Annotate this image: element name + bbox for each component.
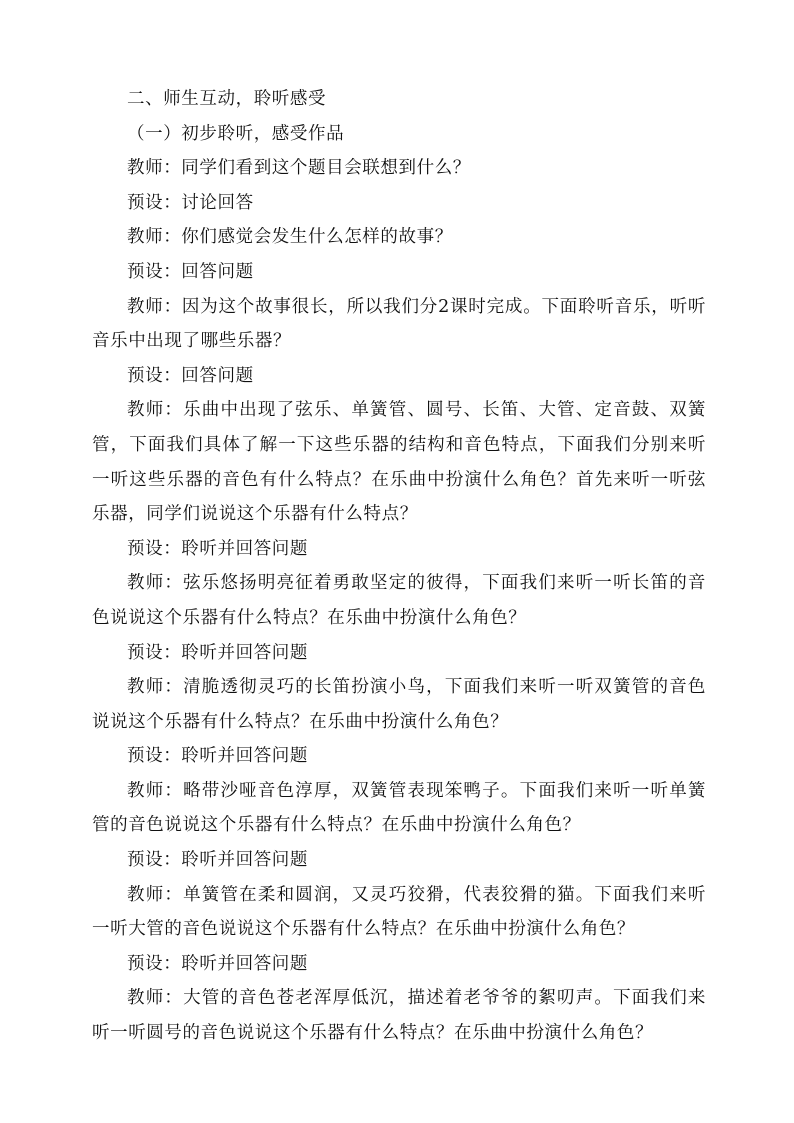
paragraph-expected: 预设：回答问题 (127, 261, 254, 282)
paragraph-teacher: 教师：弦乐悠扬明亮征着勇敢坚定的彼得，下面我们来听一听长笛的音色说说这个乐器有什么特点？在乐曲中扮演什么角色？ (92, 573, 706, 628)
paragraph-teacher: 教师：略带沙哑音色淳厚，双簧管表现笨鸭子。下面我们来听一听单簧管的音色说说这个乐器有什么特点？在乐曲中扮演什么角色？ (92, 780, 706, 836)
paragraph-teacher: 教师：单簧管在柔和圆润，又灵巧狡猾，代表狡猾的猫。下面我们来听一听大管的音色说说这个乐器有什么特点？在乐曲中扮演什么角色？ (92, 884, 706, 940)
paragraph-expected: 预设：讨论回答 (127, 192, 254, 213)
paragraph-teacher: 教师：同学们看到这个题目会联想到什么？ (127, 158, 471, 179)
paragraph-expected: 预设：聆听并回答问题 (127, 746, 308, 767)
paragraph-teacher: 教师：清脆透彻灵巧的长笛扮演小鸟，下面我们来听一听双簧管的音色说说这个乐器有什么特点？在乐曲中扮演什么角色？ (92, 677, 706, 732)
paragraph-teacher: 教师：大管的音色苍老浑厚低沉，描述着老爷爷的絮叨声。下面我们来听一听圆号的音色说说这个乐器有什么特点？在乐曲中扮演什么角色？ (92, 988, 706, 1044)
paragraph-expected: 预设：聆听并回答问题 (127, 642, 308, 663)
paragraph-teacher: 教师：乐曲中出现了弦乐、单簧管、圆号、长笛、大管、定音鼓、双簧管，下面我们具体了解一下这些乐器的结构和音色特点，下面我们分别来听一听这些乐器的音色有什么特点？在乐曲中扮演什么角色？首先来听一听弦乐器，同学们说说这个乐器有什么特点？ (92, 400, 706, 525)
paragraph-teacher: 教师：因为这个故事很长，所以我们分2课时完成。下面聆听音乐，听听音乐中出现了哪些乐器？ (92, 296, 706, 352)
paragraph-expected: 预设：回答问题 (127, 365, 254, 386)
paragraph-expected: 预设：聆听并回答问题 (127, 953, 308, 974)
section-heading: 二、师生互动，聆听感受 (127, 89, 327, 109)
subsection-heading: （一）初步聆听，感受作品 (127, 123, 345, 144)
paragraph-teacher: 教师：你们感觉会发生什么怎样的故事？ (127, 227, 453, 248)
paragraph-expected: 预设：聆听并回答问题 (127, 538, 308, 559)
paragraph-expected: 预设：聆听并回答问题 (127, 850, 308, 871)
